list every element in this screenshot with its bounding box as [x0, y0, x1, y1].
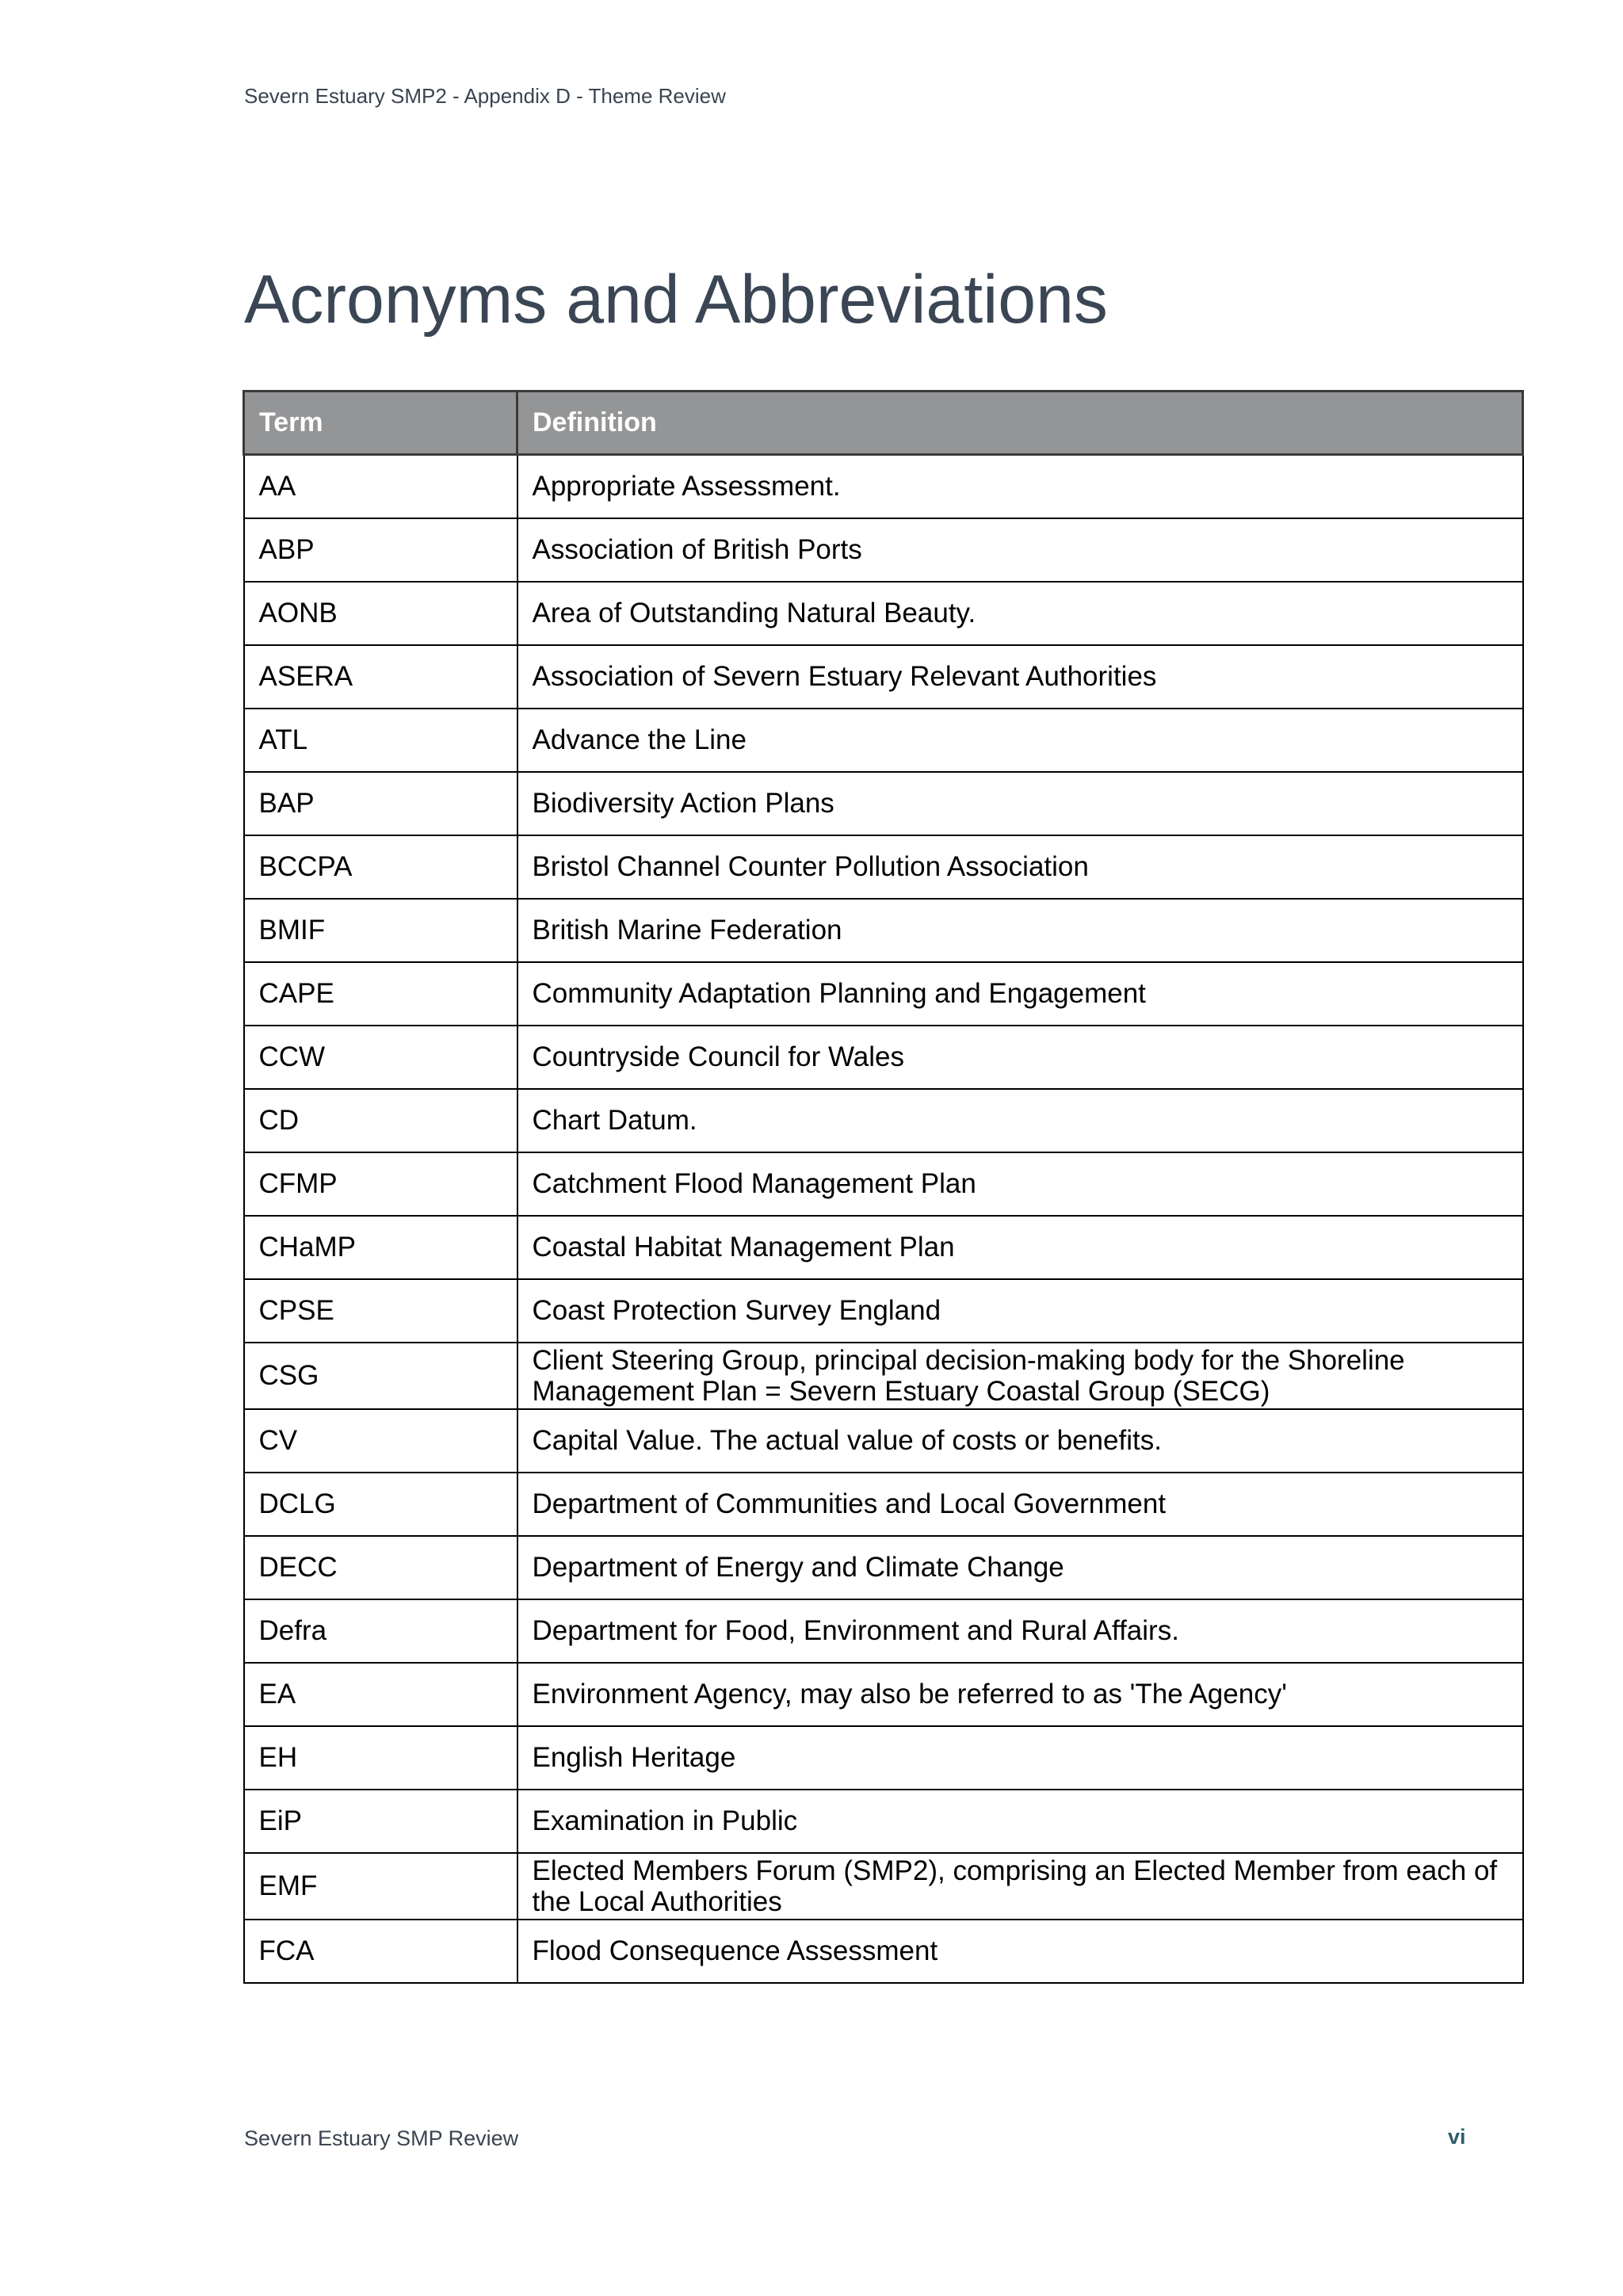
term-cell: ASERA — [244, 645, 517, 709]
table-row — [244, 1216, 1523, 1279]
acronyms-table — [242, 390, 1524, 1984]
definition-cell: Association of Severn Estuary Relevant Authorities — [517, 645, 1523, 709]
term-cell: EMF — [244, 1853, 517, 1920]
definition-cell: Appropriate Assessment. — [517, 455, 1523, 518]
table-row — [244, 582, 1523, 645]
term-cell: CV — [244, 1409, 517, 1473]
table-row — [244, 1343, 1523, 1409]
definition-cell: Association of British Ports — [517, 518, 1523, 582]
term-cell: EA — [244, 1663, 517, 1726]
term-cell: EiP — [244, 1790, 517, 1853]
table-row — [244, 455, 1523, 518]
table-row — [244, 1726, 1523, 1790]
term-cell: DECC — [244, 1536, 517, 1599]
term-cell: CAPE — [244, 962, 517, 1026]
term-cell: FCA — [244, 1920, 517, 1983]
definition-cell: Countryside Council for Wales — [517, 1026, 1523, 1089]
table-row — [244, 899, 1523, 962]
term-cell: Defra — [244, 1599, 517, 1663]
term-cell: AONB — [244, 582, 517, 645]
definition-cell: Coastal Habitat Management Plan — [517, 1216, 1523, 1279]
definition-cell: Examination in Public — [517, 1790, 1523, 1853]
definition-cell: Capital Value. The actual value of costs or benefits. — [517, 1409, 1523, 1473]
term-cell: DCLG — [244, 1473, 517, 1536]
table-row — [244, 1663, 1523, 1726]
definition-cell: Department of Communities and Local Government — [517, 1473, 1523, 1536]
column-header-term: Term — [244, 392, 517, 455]
table-row — [244, 835, 1523, 899]
page-title: Acronyms and Abbreviations — [244, 262, 1108, 338]
page-number: vi — [1448, 2125, 1466, 2149]
term-cell: ABP — [244, 518, 517, 582]
table-row — [244, 1279, 1523, 1343]
term-cell: CCW — [244, 1026, 517, 1089]
column-header-definition: Definition — [517, 392, 1523, 455]
running-footer: Severn Estuary SMP Review — [244, 2126, 519, 2150]
definition-cell: Flood Consequence Assessment — [517, 1920, 1523, 1983]
table-row — [244, 1089, 1523, 1152]
definition-cell: Department of Energy and Climate Change — [517, 1536, 1523, 1599]
table-row — [244, 1920, 1523, 1983]
table-row — [244, 1409, 1523, 1473]
term-cell: CSG — [244, 1343, 517, 1409]
table-row — [244, 1599, 1523, 1663]
definition-cell: Bristol Channel Counter Pollution Association — [517, 835, 1523, 899]
table-header-row — [244, 392, 1523, 455]
term-cell: BMIF — [244, 899, 517, 962]
definition-cell: Area of Outstanding Natural Beauty. — [517, 582, 1523, 645]
definition-cell: Community Adaptation Planning and Engagement — [517, 962, 1523, 1026]
table-row — [244, 962, 1523, 1026]
term-cell: CFMP — [244, 1152, 517, 1216]
term-cell: ATL — [244, 709, 517, 772]
definition-cell: Coast Protection Survey England — [517, 1279, 1523, 1343]
term-cell: BCCPA — [244, 835, 517, 899]
table-row — [244, 772, 1523, 835]
table-row — [244, 1790, 1523, 1853]
term-cell: CD — [244, 1089, 517, 1152]
definition-cell: Environment Agency, may also be referred to as 'The Agency' — [517, 1663, 1523, 1726]
definition-cell: Advance the Line — [517, 709, 1523, 772]
definition-cell: Catchment Flood Management Plan — [517, 1152, 1523, 1216]
table-row — [244, 518, 1523, 582]
table-row — [244, 1473, 1523, 1536]
table-row — [244, 1853, 1523, 1920]
running-header: Severn Estuary SMP2 - Appendix D - Theme Review — [244, 84, 726, 108]
definition-cell: Department for Food, Environment and Rural Affairs. — [517, 1599, 1523, 1663]
definition-cell: Client Steering Group, principal decision-making body for the Shoreline Management Plan = Severn Estuary Coastal Group (SECG) — [517, 1343, 1523, 1409]
definition-cell: British Marine Federation — [517, 899, 1523, 962]
definition-cell: Elected Members Forum (SMP2), comprising an Elected Member from each of the Local Authorities — [517, 1853, 1523, 1920]
definition-cell: Biodiversity Action Plans — [517, 772, 1523, 835]
term-cell: CPSE — [244, 1279, 517, 1343]
table-row — [244, 1026, 1523, 1089]
table-row — [244, 1536, 1523, 1599]
table-row — [244, 709, 1523, 772]
term-cell: BAP — [244, 772, 517, 835]
term-cell: AA — [244, 455, 517, 518]
term-cell: CHaMP — [244, 1216, 517, 1279]
term-cell: EH — [244, 1726, 517, 1790]
table-row — [244, 645, 1523, 709]
definition-cell: English Heritage — [517, 1726, 1523, 1790]
definition-cell: Chart Datum. — [517, 1089, 1523, 1152]
table-row — [244, 1152, 1523, 1216]
